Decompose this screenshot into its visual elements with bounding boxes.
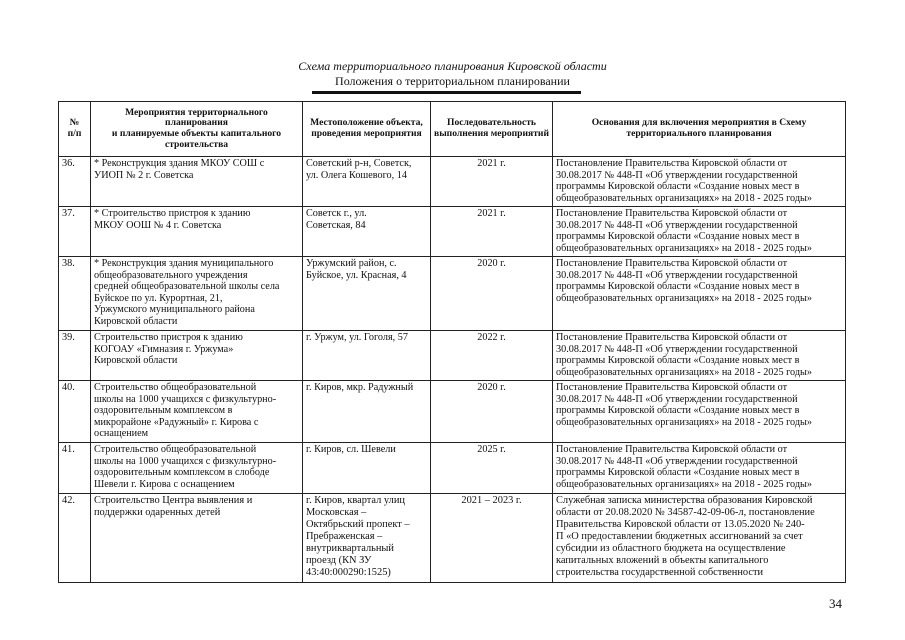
row-basis: Постановление Правительства Кировской области от 30.08.2017 № 448-П «Об утверждении государственной программы Кировской области «Создание новых мест в общеобразовательных организациях» на 2018 - 2025 годы» — [553, 157, 846, 207]
col-header-event: Мероприятия территориального планирования и планируемые объекты капитального строительства — [91, 102, 303, 157]
row-basis: Служебная записка министерства образования Кировской области от 20.08.2020 № 34587-42-09-06-л, постановление Правительства Кировской области от 13.05.2020 № 240- П «О предоставлении бюджетных ассигнований за счет субсидии из областного бюджета на осуществление капитальных вложений в объекты капитального строительства государственной собственности — [553, 494, 846, 583]
table-row — [59, 157, 846, 207]
table-header-row — [59, 102, 846, 157]
row-sequence: 2025 г. — [431, 443, 553, 494]
row-location: Советский р-н, Советск, ул. Олега Кошевого, 14 — [303, 157, 431, 207]
row-sequence: 2020 г. — [431, 381, 553, 443]
row-location: Советск г., ул. Советская, 84 — [303, 207, 431, 257]
row-location: г. Киров, квартал улиц Московская – Октябрьский пропект – Пребраженская – внутриквартальный проезд (КN ЗУ 43:40:000290:1525) — [303, 494, 431, 583]
row-basis: Постановление Правительства Кировской области от 30.08.2017 № 448-П «Об утверждении государственной программы Кировской области «Создание новых мест в общеобразовательных организациях» на 2018 - 2025 годы» — [553, 207, 846, 257]
table-row — [59, 331, 846, 381]
header-rule — [312, 91, 581, 94]
row-location: г. Киров, сл. Шевели — [303, 443, 431, 494]
row-number: 38. — [59, 257, 91, 331]
table-row — [59, 494, 846, 583]
row-number: 37. — [59, 207, 91, 257]
page-number: 34 — [829, 596, 842, 611]
row-number: 36. — [59, 157, 91, 207]
row-sequence: 2021 г. — [431, 207, 553, 257]
row-sequence: 2020 г. — [431, 257, 553, 331]
document-subtitle: Положения о территориальном планировании — [335, 74, 570, 88]
col-header-location: Местоположение объекта, проведения мероприятия — [303, 102, 431, 157]
planning-table — [58, 101, 846, 583]
col-header-basis: Основания для включения мероприятия в Схему территориального планирования — [553, 102, 846, 157]
row-sequence: 2022 г. — [431, 331, 553, 381]
col-header-number: № п/п — [59, 102, 91, 157]
row-sequence: 2021 г. — [431, 157, 553, 207]
table-row — [59, 443, 846, 494]
table-row — [59, 381, 846, 443]
row-location: Уржумский район, с. Буйское, ул. Красная, 4 — [303, 257, 431, 331]
row-basis: Постановление Правительства Кировской области от 30.08.2017 № 448-П «Об утверждении государственной программы Кировской области «Создание новых мест в общеобразовательных организациях» на 2018 - 2025 годы» — [553, 331, 846, 381]
table-row — [59, 257, 846, 331]
row-basis: Постановление Правительства Кировской области от 30.08.2017 № 448-П «Об утверждении государственной программы Кировской области «Создание новых мест в общеобразовательных организациях» на 2018 - 2025 годы» — [553, 443, 846, 494]
col-header-sequence: Последовательность выполнения мероприятий — [431, 102, 553, 157]
row-location: г. Киров, мкр. Радужный — [303, 381, 431, 443]
row-event: * Реконструкция здания МКОУ СОШ с УИОП № 2 г. Советска — [91, 157, 303, 207]
document-title: Схема территориального планирования Кировской области — [298, 59, 607, 73]
row-event: Строительство пристроя к зданию КОГОАУ «Гимназия г. Уржума» Кировской области — [91, 331, 303, 381]
row-number: 41. — [59, 443, 91, 494]
row-basis: Постановление Правительства Кировской области от 30.08.2017 № 448-П «Об утверждении государственной программы Кировской области «Создание новых мест в общеобразовательных организациях» на 2018 - 2025 годы» — [553, 381, 846, 443]
row-event: * Строительство пристроя к зданию МКОУ ООШ № 4 г. Советска — [91, 207, 303, 257]
row-event: Строительство общеобразовательной школы на 1000 учащихся с физкультурно- оздоровительным комплексом в слободе Шевели г. Кирова с оснащением — [91, 443, 303, 494]
row-basis: Постановление Правительства Кировской области от 30.08.2017 № 448-П «Об утверждении государственной программы Кировской области «Создание новых мест в общеобразовательных организациях» на 2018 - 2025 годы» — [553, 257, 846, 331]
row-event: Строительство общеобразовательной школы на 1000 учащихся с физкультурно- оздоровительным комплексом в микрорайоне «Радужный» г. Кирова с оснащением — [91, 381, 303, 443]
table-row — [59, 207, 846, 257]
row-number: 39. — [59, 331, 91, 381]
row-sequence: 2021 – 2023 г. — [431, 494, 553, 583]
row-number: 40. — [59, 381, 91, 443]
row-number: 42. — [59, 494, 91, 583]
row-event: * Реконструкция здания муниципального общеобразовательного учреждения средней общеобразовательной школы села Буйское по ул. Курортная, 21, Уржумского муниципального района Кировской области — [91, 257, 303, 331]
row-event: Строительство Центра выявления и поддержки одаренных детей — [91, 494, 303, 583]
row-location: г. Уржум, ул. Гоголя, 57 — [303, 331, 431, 381]
